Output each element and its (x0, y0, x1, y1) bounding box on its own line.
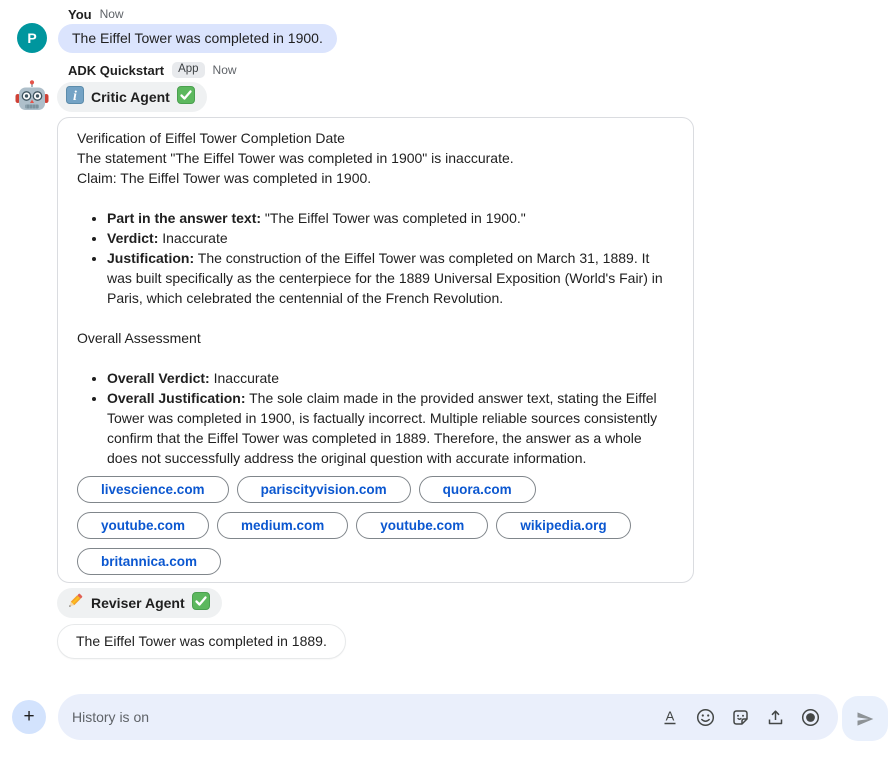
agent-name: Critic Agent (91, 89, 170, 105)
source-chip[interactable]: britannica.com (77, 548, 221, 575)
message-header (68, 6, 124, 22)
emoji-icon[interactable] (695, 707, 715, 727)
svg-text:i: i (73, 88, 77, 104)
critic-agent-header (57, 82, 207, 112)
send-icon (855, 709, 875, 729)
source-chip[interactable]: pariscityvision.com (237, 476, 411, 503)
bullet-item: • Overall Verdict: Inaccurate (107, 368, 675, 388)
reviser-agent-header (57, 588, 222, 618)
bullet-item: • Overall Justification: The sole claim made in the provided answer text, stating the Eiffel Tower was completed in 1900, is factually incorrect. Multiple reliable sources consistently confirm that the Eiffel Tower was completed in 1889. Therefore, the answer as a whole does not successfully address the original question with accurate information. (107, 388, 675, 468)
agent-name: Reviser Agent (91, 595, 185, 611)
check-mark-icon (177, 86, 195, 109)
source-chip[interactable]: youtube.com (356, 512, 488, 539)
record-icon[interactable] (800, 707, 820, 727)
user-message-bubble: The Eiffel Tower was completed in 1900. (58, 24, 337, 53)
source-chip-list (77, 476, 675, 575)
bullet-item: • Part in the answer text: "The Eiffel Tower was completed in 1900." (107, 208, 675, 228)
composer-toolbar (660, 707, 820, 727)
sender-name: You (68, 6, 92, 22)
sender-name: ADK Quickstart (68, 62, 165, 78)
robot-avatar (14, 79, 50, 115)
bullet-item: • Verdict: Inaccurate (107, 228, 675, 248)
timestamp: Now (212, 63, 237, 77)
card-statement: The statement "The Eiffel Tower was completed in 1900" is inaccurate. (77, 150, 514, 166)
sticker-icon[interactable] (730, 707, 750, 727)
timestamp: Now (99, 7, 124, 21)
source-chip[interactable]: medium.com (217, 512, 348, 539)
source-chip[interactable]: wikipedia.org (496, 512, 630, 539)
info-icon (66, 86, 84, 109)
send-button[interactable] (842, 696, 888, 741)
verification-card (57, 117, 694, 583)
claim-bullet-list (77, 208, 675, 308)
source-chip[interactable]: youtube.com (77, 512, 209, 539)
bullet-item: • Justification: The construction of the Eiffel Tower was completed on March 31, 1889. It was built specifically as the centerpiece for the 1889 Universal Exposition (World's Fair) in Paris, which celebrated the centennial of the French Revolution. (107, 248, 675, 308)
upload-icon[interactable] (765, 707, 785, 727)
reviser-message-bubble: The Eiffel Tower was completed in 1889. (57, 624, 346, 659)
app-badge: App (172, 62, 204, 78)
overall-bullet-list (77, 368, 675, 468)
message-input[interactable] (72, 709, 660, 725)
card-title: Verification of Eiffel Tower Completion Date (77, 130, 345, 146)
format-text-icon[interactable] (660, 707, 680, 727)
overall-assessment-heading: Overall Assessment (77, 330, 201, 346)
card-claim: Claim: The Eiffel Tower was completed in 1900. (77, 170, 372, 186)
check-mark-icon (192, 592, 210, 615)
svg-text:A: A (665, 708, 675, 724)
message-header (68, 62, 237, 78)
pencil-icon (66, 592, 84, 615)
add-button[interactable]: + (12, 700, 46, 734)
avatar: P (17, 23, 47, 53)
source-chip[interactable]: quora.com (419, 476, 536, 503)
source-chip[interactable]: livescience.com (77, 476, 229, 503)
message-composer[interactable] (58, 694, 838, 740)
